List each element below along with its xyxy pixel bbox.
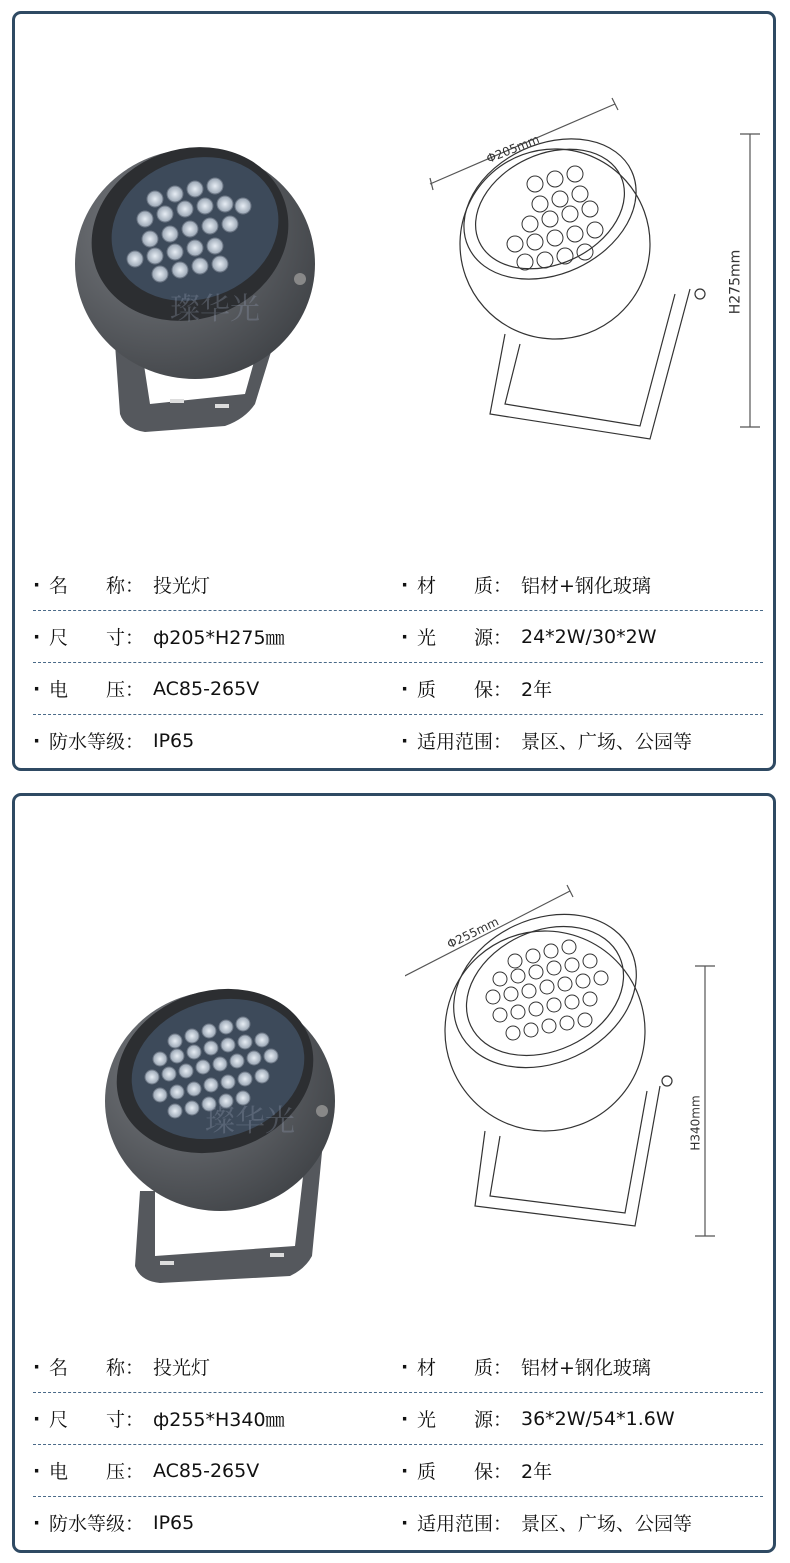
spec-label: 质 保：: [417, 1461, 513, 1483]
bullet: ·: [401, 1511, 409, 1534]
spec-label: 防水等级：: [49, 731, 145, 753]
spec-table: [33, 1341, 763, 1548]
bullet: ·: [33, 625, 41, 648]
spec-row: [33, 1393, 763, 1445]
spec-value: IP65: [153, 1511, 195, 1534]
spec-label: 电 压：: [49, 1461, 145, 1483]
spec-value: 景区、广场、公园等: [521, 731, 693, 753]
spec-label: 尺 寸：: [49, 627, 145, 649]
spec-label: 名 称：: [49, 1357, 145, 1379]
bullet: ·: [401, 1459, 409, 1482]
spec-label: 防水等级：: [49, 1513, 145, 1535]
spec-label: 材 质：: [417, 1357, 513, 1379]
spec-value: 24*2W/30*2W: [521, 625, 657, 648]
spec-row: [33, 715, 763, 766]
spec-value: 36*2W/54*1.6W: [521, 1407, 675, 1430]
bullet: ·: [33, 677, 41, 700]
floodlight-photo: [55, 114, 345, 444]
spec-label: 适用范围：: [417, 1513, 513, 1535]
spec-row: [33, 559, 763, 611]
product-card-1: [12, 11, 776, 771]
spec-label: 光 源：: [417, 1409, 513, 1431]
diameter-label: Φ205mm: [484, 132, 542, 166]
spec-value: 2年: [521, 679, 553, 701]
bullet: ·: [401, 677, 409, 700]
dimension-drawing: [405, 94, 775, 464]
watermark: 璨华光: [170, 292, 260, 327]
spec-value: ф205*H275㎜: [153, 627, 285, 649]
spec-value: ф255*H340㎜: [153, 1409, 285, 1431]
spec-value: AC85-265V: [153, 677, 260, 700]
spec-row: [33, 663, 763, 715]
spec-value: IP65: [153, 729, 195, 752]
bullet: ·: [33, 729, 41, 752]
spec-label: 电 压：: [49, 679, 145, 701]
bullet: ·: [401, 1407, 409, 1430]
spec-row: [33, 1497, 763, 1548]
bullet: ·: [401, 729, 409, 752]
spec-row: [33, 1445, 763, 1497]
height-label: H340mm: [689, 1092, 703, 1153]
bullet: ·: [33, 1407, 41, 1430]
spec-value: AC85-265V: [153, 1459, 260, 1482]
diameter-label: Φ255mm: [444, 914, 501, 952]
spec-row: [33, 1341, 763, 1393]
spec-value: 投光灯: [153, 1357, 211, 1379]
watermark: 璨华光: [205, 1104, 295, 1139]
spec-value: 铝材+钢化玻璃: [521, 575, 651, 597]
spec-value: 景区、广场、公园等: [521, 1513, 693, 1535]
bullet: ·: [33, 1459, 41, 1482]
spec-row: [33, 611, 763, 663]
bullet: ·: [401, 1355, 409, 1378]
spec-label: 光 源：: [417, 627, 513, 649]
spec-value: 铝材+钢化玻璃: [521, 1357, 651, 1379]
height-label: H275mm: [727, 247, 743, 318]
spec-label: 适用范围：: [417, 731, 513, 753]
bullet: ·: [33, 1511, 41, 1534]
spec-label: 质 保：: [417, 679, 513, 701]
spec-label: 尺 寸：: [49, 1409, 145, 1431]
bullet: ·: [401, 573, 409, 596]
spec-table: [33, 559, 763, 766]
spec-value: 投光灯: [153, 575, 211, 597]
spec-label: 名 称：: [49, 575, 145, 597]
bullet: ·: [33, 1355, 41, 1378]
bullet: ·: [401, 625, 409, 648]
spec-label: 材 质：: [417, 575, 513, 597]
spec-value: 2年: [521, 1461, 553, 1483]
bullet: ·: [33, 573, 41, 596]
product-card-2: [12, 793, 776, 1553]
